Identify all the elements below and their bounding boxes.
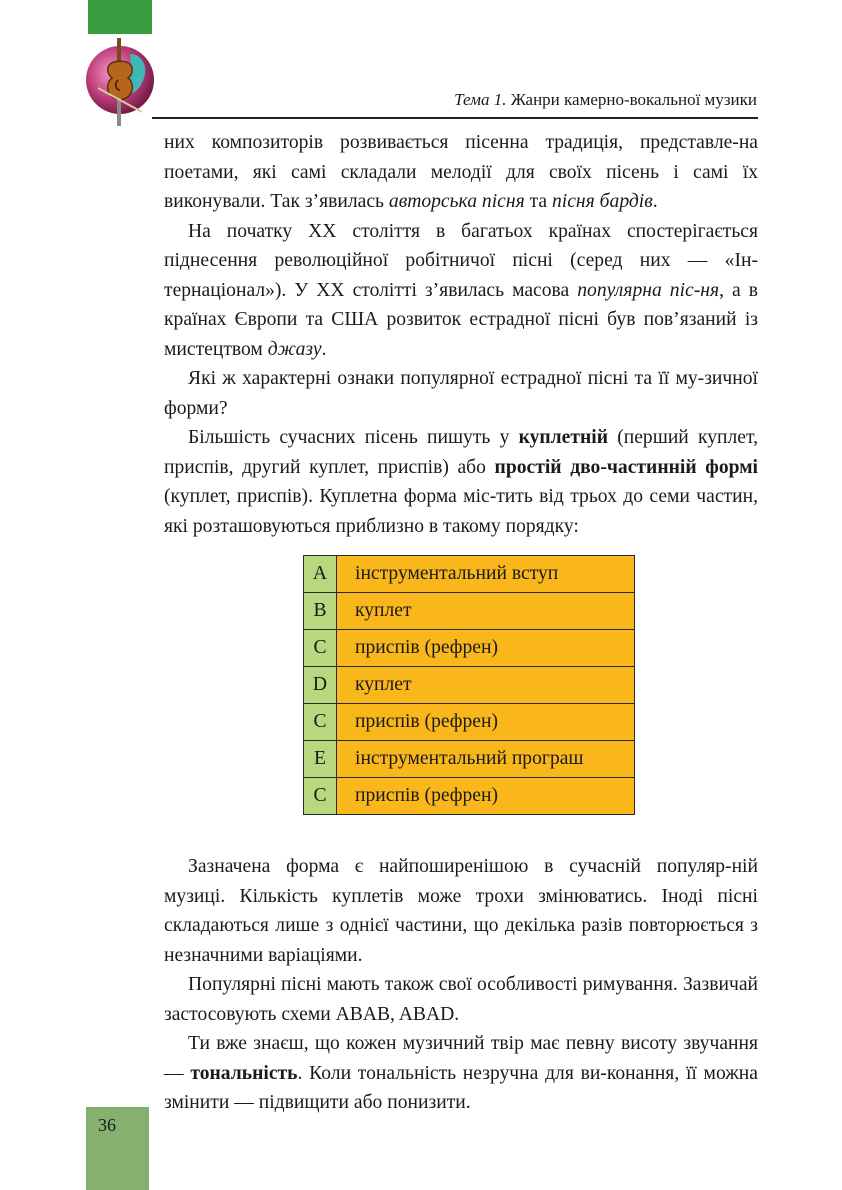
italic-term: популярна піс-ня <box>577 279 720 301</box>
text-run: , а в країнах Європи та США розвиток естрадної пісні був пов’язаний із мистецтвом <box>164 279 758 360</box>
body-paragraph <box>164 852 758 970</box>
text-run: . Коли тональність незручна для ви-конання, її можна змінити — підвищити або понизити. <box>164 1062 758 1113</box>
body-text-bottom <box>164 852 758 1118</box>
running-header <box>165 90 757 110</box>
body-paragraph <box>164 217 758 365</box>
italic-term: авторська пісня <box>388 191 525 212</box>
text-run: (куплет, приспів). Куплетна форма міс-тить від трьох до семи частин, які розташовуються приблизно в такому порядку: <box>164 486 758 537</box>
section-description: приспів (рефрен) <box>337 630 635 667</box>
text-run: та <box>524 191 552 212</box>
top-green-tab <box>88 0 152 34</box>
song-form-table <box>303 555 635 815</box>
body-paragraph <box>164 423 758 541</box>
section-letter: D <box>304 667 337 704</box>
section-letter: B <box>304 593 337 630</box>
section-letter: A <box>304 556 337 593</box>
table-row <box>304 741 635 778</box>
table-row <box>304 630 635 667</box>
page-number: 36 <box>98 1115 116 1135</box>
text-run: . <box>321 338 327 360</box>
table-row <box>304 778 635 815</box>
text-run: (перший куплет, приспів, другий куплет, приспів) або <box>164 427 758 478</box>
table-row <box>304 556 635 593</box>
text-run: Зазначена форма є найпоширенішою в сучасній популяр-ній музиці. Кількість куплетів може трохи змінюватись. Іноді пісні складаються лише з однієї частини, що декілька разів повторюється з незначними варіаціями. <box>164 856 758 966</box>
text-run: Більшість сучасних пісень пишуть у <box>188 427 519 448</box>
body-paragraph <box>164 1029 758 1118</box>
italic-term: пісня бардів <box>552 191 653 212</box>
section-letter: E <box>304 741 337 778</box>
bold-term: куплетній <box>518 427 609 448</box>
section-description: інструментальний програш <box>337 741 635 778</box>
bold-term: тональність <box>190 1062 298 1084</box>
section-letter: C <box>304 778 337 815</box>
section-description: куплет <box>337 667 635 704</box>
section-description: приспів (рефрен) <box>337 778 635 815</box>
section-description: куплет <box>337 593 635 630</box>
section-letter: C <box>304 704 337 741</box>
italic-term: джазу <box>267 338 322 360</box>
body-paragraph <box>164 970 758 1029</box>
section-description: інструментальний вступ <box>337 556 635 593</box>
bold-term: простій дво-частинній формі <box>494 456 759 478</box>
table-row <box>304 593 635 630</box>
body-paragraph <box>164 364 758 423</box>
text-run: них композиторів розвивається пісенна традиція, представле-на поетами, які самі складали мелодії для своїх пісень і самі їх виконували. Так з’явилась <box>164 132 758 212</box>
text-run: Ти вже знаєш, що кожен музичний твір має певну висоту звучання — <box>164 1033 758 1084</box>
table-row <box>304 704 635 741</box>
body-paragraph <box>164 128 758 217</box>
topic-label: Тема 1. <box>454 90 507 109</box>
topic-title: Жанри камерно-вокальної музики <box>510 90 757 109</box>
page-number-box <box>86 1107 149 1190</box>
table-row <box>304 667 635 704</box>
text-run: Які ж характерні ознаки популярної естрадної пісні та її му-зичної форми? <box>164 368 758 419</box>
violin-emblem-icon <box>84 32 156 128</box>
text-run: . <box>652 191 658 212</box>
text-run: Популярні пісні мають також свої особливості римування. Зазвичай застосовують схеми ABAB, ABAD. <box>164 974 758 1025</box>
section-letter: C <box>304 630 337 667</box>
text-run: На початку XX століття в багатьох країнах спостерігається піднесення революційної робітничої пісні (серед них — «Ін-тернаціонал»). У XX столітті з’явилась масова <box>164 220 758 301</box>
section-description: приспів (рефрен) <box>337 704 635 741</box>
header-rule <box>152 117 758 119</box>
body-text-top <box>164 128 758 541</box>
